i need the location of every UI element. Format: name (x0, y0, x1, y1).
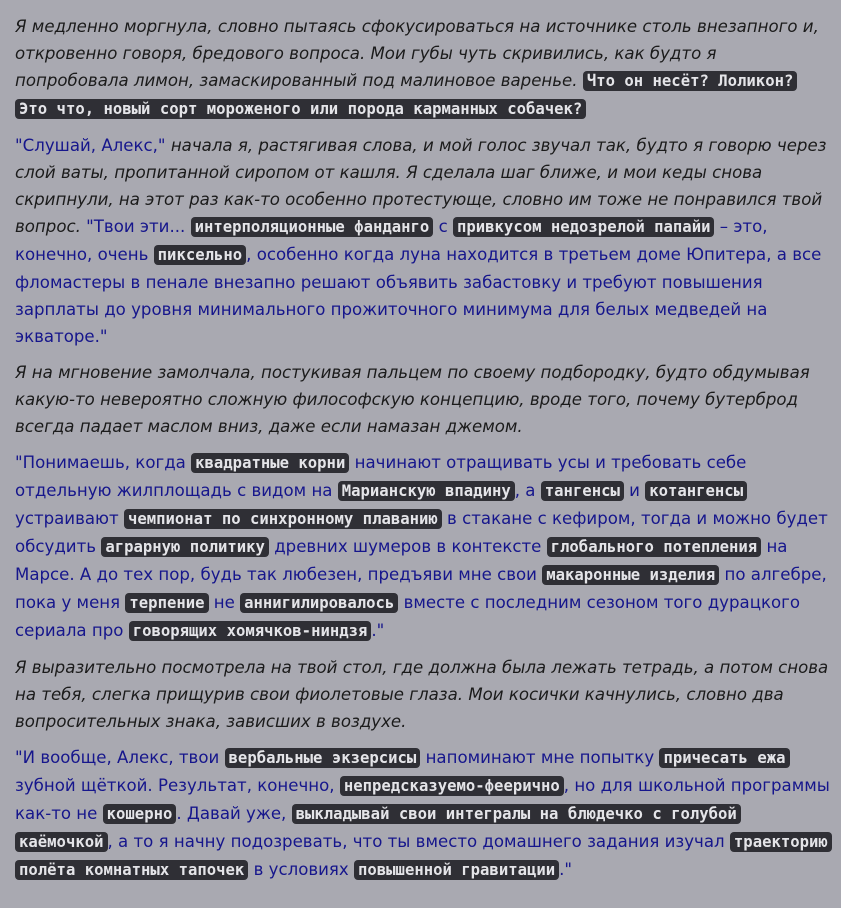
text-segment: – это, конечно, очень (15, 217, 768, 264)
inline-code: повышенной гравитации (354, 860, 559, 880)
dialogue-paragraph (15, 744, 830, 884)
inline-code: макаронные изделия (542, 565, 719, 585)
text-segment: , а то я начну подозревать, что ты вместо домашнего задания изучал (107, 832, 730, 851)
text-segment: . Давай уже, (176, 804, 292, 823)
text-segment: с (433, 217, 453, 236)
inline-code: вербальные экзерсисы (225, 748, 421, 768)
inline-code: причесать ежа (659, 748, 789, 768)
inline-code: говорящих хомячков-ниндзя (129, 621, 372, 641)
narration-paragraph (15, 654, 830, 735)
text-segment: Я выразительно посмотрела на твой стол, где должна была лежать тетрадь, а потом снова на тебя, слегка прищурив свои фиолетовые глаза. Мои косички качнулись, словно два вопросительных знака, зависших в воздухе. (15, 658, 829, 731)
text-segment: "Твои эти... (80, 217, 191, 236)
text-segment: вместе с последним сезоном того дурацкого сериала про (15, 593, 801, 640)
narration-paragraph (15, 13, 830, 123)
text-segment: ." (559, 860, 573, 879)
inline-code: пиксельно (154, 245, 247, 265)
inline-code: интерполяционные фанданго (191, 217, 434, 237)
inline-code: Марианскую впадину (338, 481, 515, 501)
inline-code: непредсказуемо-феерично (340, 776, 564, 796)
inline-code: чемпионат по синхронному плаванию (124, 509, 442, 529)
text-segment: зубной щёткой. Результат, конечно, (15, 776, 340, 795)
text-segment: , особенно когда луна находится в третьем доме Юпитера, а все фломастеры в пенале внезапно решают объявить забастовку и требуют повышения зарплаты до уровня минимального прожиточного минимума для белых медведей на экваторе." (15, 245, 822, 346)
text-segment: в условиях (248, 860, 354, 879)
text-segment: "И вообще, Алекс, твои (15, 748, 225, 767)
text-segment: устраивают (15, 509, 124, 528)
text-segment: на Марсе. А до тех пор, будь так любезен, предъяви мне свои (15, 537, 788, 584)
text-segment: "Понимаешь, когда (15, 453, 192, 472)
text-segment: в стакане с кефиром, тогда и можно будет обсудить (15, 509, 828, 556)
text-segment: ." (371, 621, 385, 640)
dialogue-paragraph (15, 132, 830, 350)
inline-code: котангенсы (645, 481, 747, 501)
text-segment: "Слушай, Алекс," (15, 136, 171, 155)
text-segment: Я медленно моргнула, словно пытаясь сфокусироваться на источнике столь внезапного и, откровенно говоря, бредового вопроса. Мои губы чуть скривились, как будто я попробовала лимон, замаскированный под малиновое варенье. (15, 17, 819, 90)
narration-paragraph (15, 359, 830, 440)
text-segment: не (208, 593, 241, 612)
inline-code: терпение (125, 593, 208, 613)
inline-code: привкусом недозрелой папайи (453, 217, 714, 237)
text-segment: , а (514, 481, 541, 500)
inline-code: тангенсы (541, 481, 624, 501)
inline-code: аннигилировалось (240, 593, 398, 613)
text-segment: напоминают мне попытку (420, 748, 660, 767)
text-segment: начинают отращивать усы и требовать себе отдельную жилплощадь с видом на (15, 453, 747, 500)
text-segment: , но для школьной программы как-то не (15, 776, 830, 823)
text-segment: Я на мгновение замолчала, постукивая пальцем по своему подбородку, будто обдумывая какую-то невероятно сложную философскую концепцию, вроде того, почему бутерброд всегда падает маслом вниз, даже если намазан джемом. (15, 363, 810, 436)
inline-code: траекторию полёта комнатных тапочек (15, 832, 832, 880)
inline-code: аграрную политику (101, 537, 269, 557)
dialogue-paragraph (15, 449, 830, 645)
text-segment: по алгебре, пока у меня (15, 565, 827, 612)
text-segment: древних шумеров в контексте (268, 537, 547, 556)
story-text (15, 13, 830, 893)
text-segment: и (623, 481, 646, 500)
speech-tag-text: начала я, растягивая слова, и мой голос звучал так, будто я говорю через слой ваты, пропитанной сиропом от кашля. Я сделала шаг ближе, и мои кеды снова скрипнули, на этот раз как-то особенно протестующе, словно им тоже не понравился твой вопрос. (15, 136, 827, 236)
inline-code: глобального потепления (547, 537, 762, 557)
inline-code: Что он несёт? Лоликон? Это что, новый сорт мороженого или порода карманных собачек? (15, 71, 797, 119)
inline-code: кошерно (103, 804, 177, 824)
inline-code: выкладывай свои интегралы на блюдечко с голубой каёмочкой (15, 804, 741, 852)
inline-code: квадратные корни (191, 453, 349, 473)
